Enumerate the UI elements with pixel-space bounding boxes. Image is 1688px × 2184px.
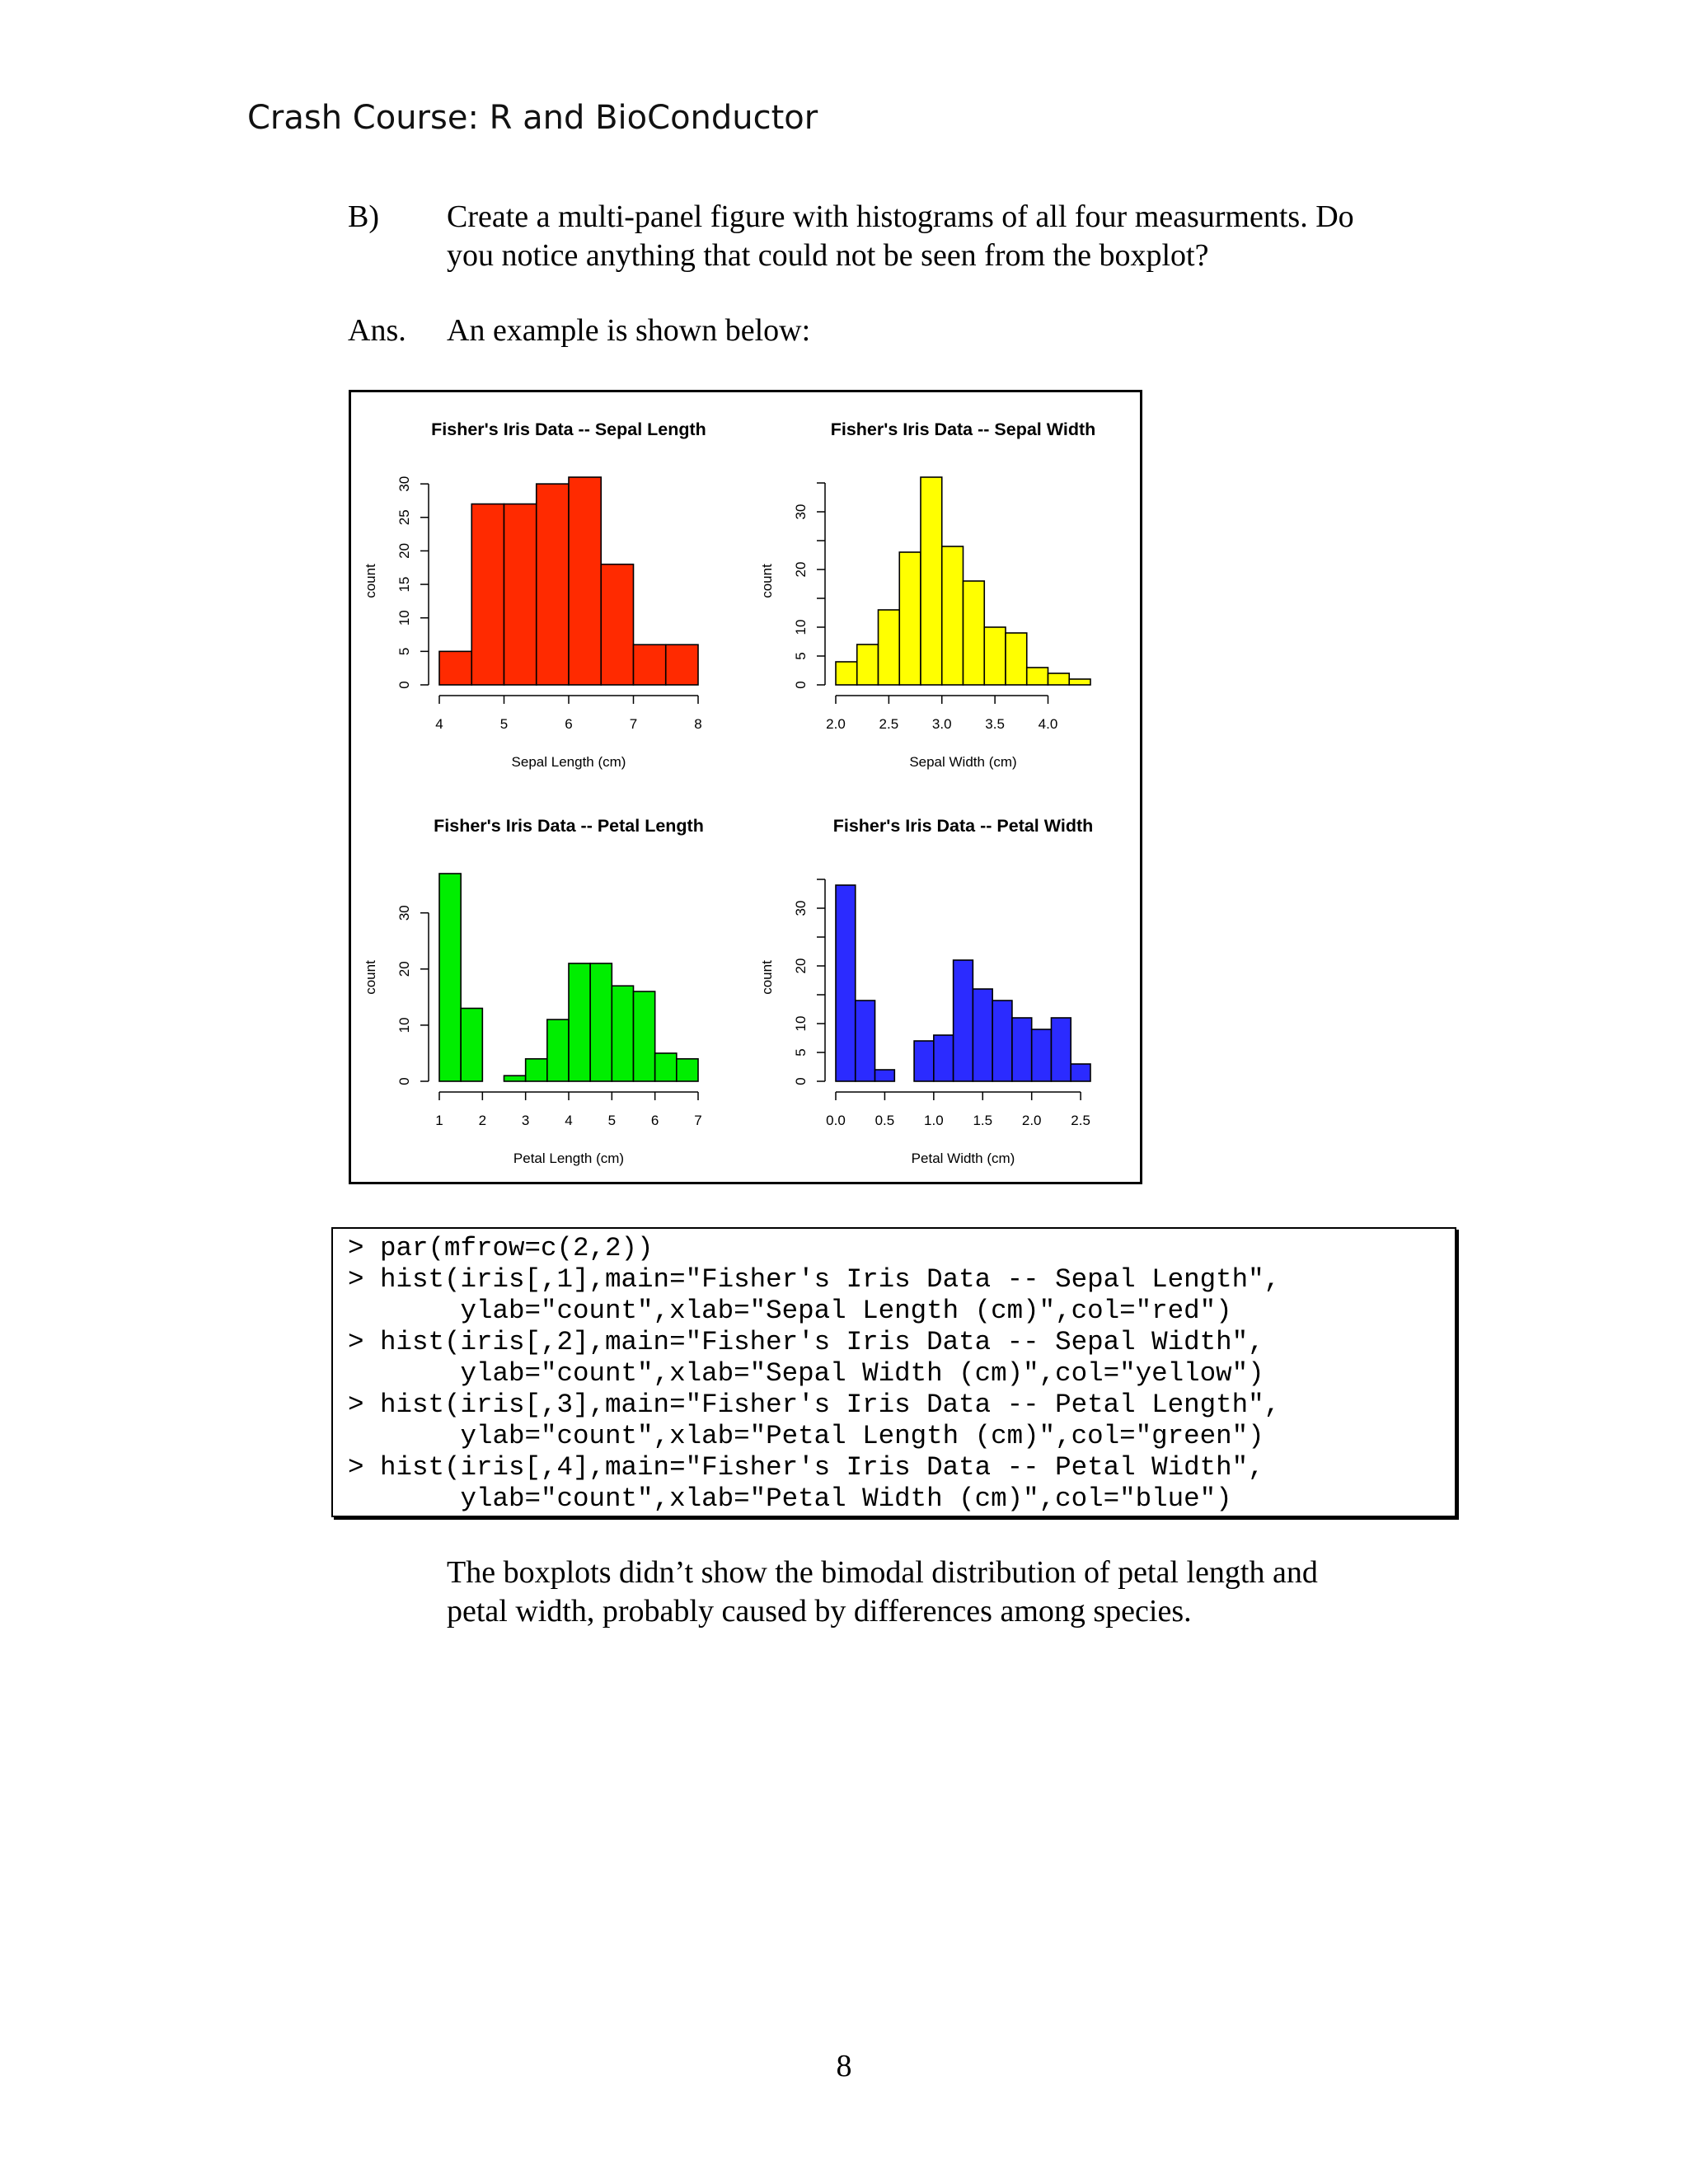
code-block <box>331 1227 1456 1517</box>
histogram-bar <box>856 1001 875 1081</box>
histogram-bar <box>569 477 601 685</box>
x-tick-label: 4 <box>565 1113 573 1128</box>
histogram-bar <box>964 581 985 685</box>
histogram-bar <box>973 989 992 1081</box>
histogram-bar <box>879 610 900 685</box>
chart-title: Fisher's Iris Data -- Sepal Width <box>830 419 1096 439</box>
y-tick-label: 30 <box>793 504 809 520</box>
y-axis-label: count <box>759 564 775 598</box>
histogram-bar <box>857 644 879 685</box>
code-line: > hist(iris[,4],main="Fisher's Iris Data -- Petal Width", <box>348 1452 1264 1483</box>
y-tick-label: 20 <box>396 961 412 977</box>
histogram-bar <box>1032 1029 1052 1081</box>
histogram-bar <box>942 546 964 685</box>
x-tick-label: 3.5 <box>985 716 1005 732</box>
answer-text: An example is shown below: <box>447 313 811 348</box>
y-tick-label: 20 <box>396 542 412 559</box>
histogram-bar <box>612 986 633 1081</box>
y-tick-label: 30 <box>396 476 412 492</box>
chart-title: Fisher's Iris Data -- Petal Length <box>434 816 704 836</box>
histogram-bar <box>992 1001 1012 1081</box>
histogram-bar <box>899 552 921 685</box>
y-axis-label: count <box>363 960 378 995</box>
x-tick-label: 0.0 <box>826 1113 846 1128</box>
x-tick-label: 2.5 <box>1071 1113 1090 1128</box>
histogram-bar <box>921 477 942 685</box>
conclusion-line: petal width, probably caused by differences among species. <box>447 1594 1192 1629</box>
page-number: 8 <box>836 2049 852 2083</box>
histogram-bar <box>836 885 856 1081</box>
x-tick-label: 1 <box>435 1113 443 1128</box>
y-axis-label: count <box>759 960 775 995</box>
x-tick-label: 2.5 <box>879 716 899 732</box>
y-tick-label: 30 <box>793 900 809 916</box>
y-tick-label: 20 <box>793 561 809 578</box>
x-tick-label: 2 <box>478 1113 487 1128</box>
code-line: > hist(iris[,1],main="Fisher's Iris Data -- Sepal Length", <box>348 1264 1281 1295</box>
x-tick-label: 5 <box>607 1113 617 1128</box>
y-tick-label: 0 <box>793 1077 809 1085</box>
histogram-bar <box>504 1076 526 1081</box>
code-line: ylab="count",xlab="Petal Width (cm)",col="blue") <box>348 1483 1232 1514</box>
histogram-bar <box>471 504 504 685</box>
y-tick-label: 0 <box>396 1077 412 1085</box>
histogram-bar <box>461 1008 482 1081</box>
y-tick-label: 20 <box>793 958 809 974</box>
x-tick-label: 1.0 <box>924 1113 944 1128</box>
x-tick-label: 8 <box>694 716 702 732</box>
x-axis-label: Petal Width (cm) <box>911 1151 1015 1166</box>
conclusion-text <box>447 1554 1436 1631</box>
histogram-bar <box>439 874 461 1081</box>
x-tick-label: 6 <box>650 1113 659 1128</box>
x-tick-label: 2.0 <box>826 716 846 732</box>
chart-title: Fisher's Iris Data -- Petal Width <box>832 816 1094 836</box>
histogram-figure <box>349 390 1142 1184</box>
y-tick-label: 10 <box>396 610 412 626</box>
histogram-bar <box>1048 673 1070 685</box>
histogram-bar <box>1051 1018 1071 1081</box>
histogram-bar <box>666 644 698 685</box>
code-line: > par(mfrow=c(2,2)) <box>348 1233 654 1263</box>
histogram-bar <box>439 651 471 685</box>
y-tick-label: 25 <box>396 509 412 526</box>
histogram-bar <box>537 484 569 685</box>
histogram-bar <box>634 991 655 1081</box>
histogram-bar <box>634 644 666 685</box>
x-tick-label: 5 <box>499 716 509 732</box>
code-line: ylab="count",xlab="Petal Length (cm)",col="green") <box>348 1421 1264 1451</box>
y-tick-label: 15 <box>396 576 412 593</box>
histogram-bar <box>1027 668 1048 685</box>
x-tick-label: 4.0 <box>1038 716 1058 732</box>
chart-title: Fisher's Iris Data -- Sepal Length <box>431 419 706 439</box>
histogram-bar <box>954 960 973 1081</box>
x-tick-label: 4 <box>435 716 443 732</box>
histogram-bar <box>590 963 612 1081</box>
x-axis-label: Petal Length (cm) <box>513 1151 625 1166</box>
y-tick-label: 10 <box>793 1015 809 1032</box>
conclusion-line: The boxplots didn’t show the bimodal distribution of petal length and <box>447 1555 1318 1590</box>
code-line: > hist(iris[,2],main="Fisher's Iris Data -- Sepal Width", <box>348 1327 1264 1357</box>
answer-label: Ans. <box>348 313 406 348</box>
x-axis-label: Sepal Width (cm) <box>909 754 1017 770</box>
question-line: you notice anything that could not be seen from the boxplot? <box>447 238 1209 273</box>
question-text <box>447 198 1535 275</box>
y-tick-label: 0 <box>793 681 809 689</box>
histogram-bar <box>934 1035 954 1081</box>
histogram-bar <box>1006 633 1027 685</box>
y-tick-label: 5 <box>396 647 412 656</box>
histogram-bar <box>875 1070 895 1081</box>
y-tick-label: 10 <box>396 1017 412 1033</box>
x-tick-label: 0.5 <box>874 1113 895 1128</box>
x-tick-label: 2.0 <box>1021 1113 1042 1128</box>
histogram-bar <box>1071 1064 1090 1081</box>
histogram-bar <box>677 1059 698 1081</box>
x-tick-label: 3 <box>521 1113 530 1128</box>
y-tick-label: 10 <box>793 619 809 635</box>
y-tick-label: 0 <box>396 681 412 689</box>
x-tick-label: 1.5 <box>973 1113 993 1128</box>
question-line: Create a multi-panel figure with histograms of all four measurments. Do <box>447 199 1354 234</box>
histogram-bar <box>984 627 1006 685</box>
histogram-bar <box>526 1059 547 1081</box>
code-line: ylab="count",xlab="Sepal Width (cm)",col="yellow") <box>348 1358 1264 1389</box>
x-tick-label: 3.0 <box>931 716 952 732</box>
histogram-panels <box>351 392 1140 1182</box>
code-line: > hist(iris[,3],main="Fisher's Iris Data -- Petal Length", <box>348 1390 1281 1420</box>
histogram-bar <box>1069 679 1090 685</box>
y-tick-label: 5 <box>793 1048 809 1057</box>
histogram-bar <box>601 565 633 685</box>
document-header: Crash Course: R and BioConductor <box>247 99 818 137</box>
y-axis-label: count <box>363 564 378 598</box>
y-tick-label: 5 <box>793 652 809 660</box>
histogram-bar <box>547 1019 569 1081</box>
histogram-bar <box>569 963 590 1081</box>
question-label: B) <box>348 199 379 234</box>
code-line: ylab="count",xlab="Sepal Length (cm)",col="red") <box>348 1296 1232 1326</box>
x-tick-label: 7 <box>694 1113 702 1128</box>
y-tick-label: 30 <box>396 905 412 921</box>
x-tick-label: 7 <box>629 716 638 732</box>
x-axis-label: Sepal Length (cm) <box>511 754 626 770</box>
histogram-bar <box>1012 1018 1032 1081</box>
histogram-bar <box>836 662 857 685</box>
x-tick-label: 6 <box>565 716 573 732</box>
histogram-bar <box>914 1041 934 1081</box>
histogram-bar <box>504 504 537 685</box>
histogram-bar <box>655 1053 677 1081</box>
